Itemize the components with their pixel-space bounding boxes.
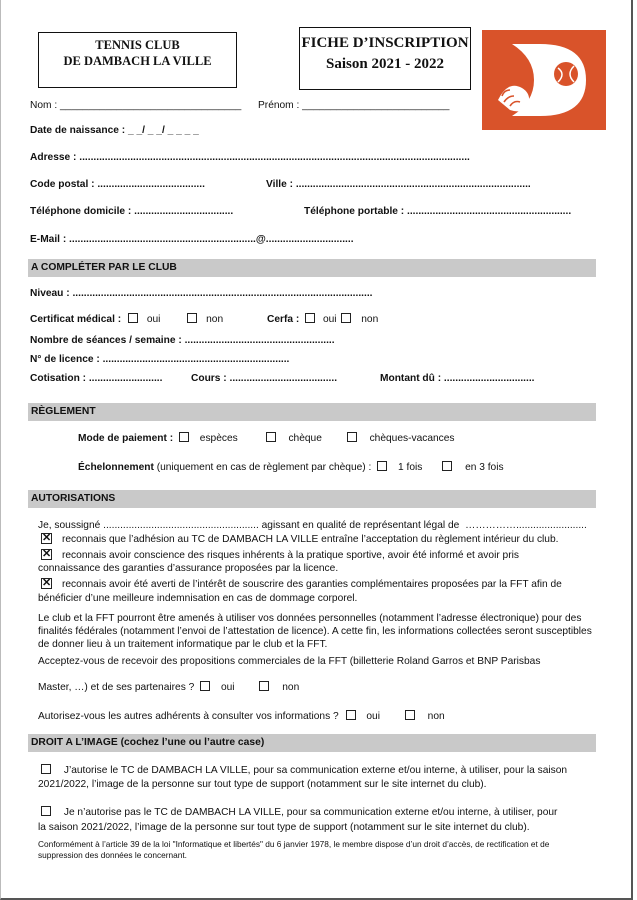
checked-box-icon[interactable]: ✕	[42, 532, 52, 544]
authorizations-section-header: AUTORISATIONS	[28, 490, 596, 508]
image-authorize-line1: J’autorise le TC de DAMBACH LA VILLE, pour sa communication externe et/ou interne, à utiliser, pour la saison	[63, 765, 568, 776]
prenom-field[interactable]: Prénom : __________________________	[258, 100, 450, 111]
medical-oui-checkbox[interactable]	[128, 313, 138, 323]
level-field[interactable]: Niveau : ..........................................................................................................	[30, 288, 373, 299]
signatory-text: Je, soussigné ....................................................... agissant en qualité de représentant légal de	[38, 520, 460, 531]
image-authorize-checkbox[interactable]	[41, 764, 51, 774]
cheque-label: chèque	[288, 433, 322, 444]
checked-box-icon[interactable]: ✕	[42, 577, 52, 589]
cerfa-row	[267, 313, 378, 325]
postal-code-field[interactable]: Code postal : ......................................	[30, 179, 205, 190]
consent-insurance-line2: bénéficier d’une meilleure indemnisation en cas de dommage corporel.	[38, 593, 358, 604]
commercial-non-label: non	[282, 682, 300, 693]
city-field[interactable]: Ville : ...................................................................................	[266, 179, 531, 190]
club-name-line2: DE DAMBACH LA VILLE	[63, 54, 212, 68]
amount-due-field[interactable]: Montant dû : ................................	[380, 373, 535, 384]
image-authorize-row	[41, 764, 567, 776]
commercial-question-row	[38, 681, 299, 693]
legal-notice: Conformément à l’article 39 de la loi "Informatique et libertés" du 6 janvier 1978, le membre dispose d’un droit d’accès, de rectification et de suppression des données le concernant.	[38, 839, 550, 860]
club-section-header: A COMPLÉTER PAR LE CLUB	[28, 259, 596, 277]
three-times-label: en 3 fois	[465, 462, 504, 473]
mobile-phone-field[interactable]: Téléphone portable : ..........................................................	[304, 206, 572, 217]
club-name-box	[38, 32, 237, 88]
members-question-label: Autorisez-vous les autres adhérents à consulter vos informations ?	[38, 711, 339, 722]
club-name-line1: TENNIS CLUB	[95, 38, 180, 52]
cerfa-oui-checkbox[interactable]	[305, 313, 315, 323]
image-authorize-line2: 2021/2022, l’image de la personne sur tout type de support (notamment sur le site internet du club).	[38, 779, 487, 790]
tennis-club-logo-icon	[482, 30, 606, 130]
title-box	[299, 27, 471, 90]
consent-risks-line1: reconnais avoir conscience des risques inhérents à la pratique sportive, avoir été informé et avoir pris	[62, 550, 519, 561]
especes-checkbox[interactable]	[179, 432, 189, 442]
cerfa-non-checkbox[interactable]	[341, 313, 351, 323]
cheques-vacances-checkbox[interactable]	[347, 432, 357, 442]
address-field[interactable]: Adresse : ..........................................................................................................................................	[30, 152, 470, 163]
medical-oui-label: oui	[146, 314, 161, 325]
commercial-oui-checkbox[interactable]	[200, 681, 210, 691]
cheques-vacances-label: chèques-vacances	[369, 433, 455, 444]
medical-non-label: non	[206, 314, 224, 325]
image-refuse-row	[41, 806, 557, 818]
medical-certificate-label: Certificat médical :	[30, 314, 122, 325]
members-oui-checkbox[interactable]	[346, 710, 356, 720]
cerfa-non-label: non	[361, 314, 379, 325]
nom-field[interactable]: Nom : ________________________________	[30, 100, 242, 111]
commercial-question-line2: Master, …) et de ses partenaires ?	[38, 682, 195, 693]
members-question-row	[38, 710, 445, 722]
sessions-field[interactable]: Nombre de séances / semaine : .....................................................	[30, 335, 335, 346]
medical-certificate-row	[30, 313, 223, 325]
image-refuse-checkbox[interactable]	[41, 806, 51, 816]
installment-label: Échelonnement	[78, 462, 154, 473]
consent-risks-line2: connaissance des garanties d’assurance proposées par la licence.	[38, 563, 339, 574]
image-refuse-line1: Je n’autorise pas le TC de DAMBACH LA VILLE, pour sa communication externe et/ou interne, à utiliser, pour	[63, 807, 558, 818]
commercial-non-checkbox[interactable]	[259, 681, 269, 691]
consent-insurance-line1: reconnais avoir été averti de l’intérêt de souscrire des garanties complémentaires proposées par la FFT afin de	[62, 579, 562, 590]
cerfa-oui-label: oui	[322, 314, 337, 325]
birthdate-field[interactable]: Date de naissance : _ _/ _ _/ _ _ _ _	[30, 125, 199, 136]
checked-box-icon[interactable]: ✕	[42, 548, 52, 560]
members-non-label: non	[427, 711, 445, 722]
signatory-dots: …………….........................	[465, 520, 587, 531]
members-oui-label: oui	[366, 711, 380, 722]
especes-label: espèces	[199, 433, 238, 444]
consent-rules: reconnais que l’adhésion au TC de DAMBACH LA VILLE entraîne l’acceptation du règlement intérieur du club.	[62, 534, 559, 545]
cheque-checkbox[interactable]	[266, 432, 276, 442]
cours-field[interactable]: Cours : ......................................	[191, 373, 338, 384]
cerfa-label: Cerfa :	[267, 314, 300, 325]
installment-note: (uniquement en cas de règlement par chèque) :	[153, 462, 372, 473]
members-non-checkbox[interactable]	[405, 710, 415, 720]
image-refuse-line2: la saison 2021/2022, l’image de la personne sur tout type de support (notamment sur le site internet du club).	[38, 822, 530, 833]
three-times-checkbox[interactable]	[442, 461, 452, 471]
installment-row	[78, 461, 504, 473]
medical-non-checkbox[interactable]	[187, 313, 197, 323]
email-field[interactable]: E-Mail : ..................................................................@...............................	[30, 234, 354, 245]
payment-mode-label: Mode de paiement :	[78, 433, 174, 444]
image-rights-section-header: DROIT A L’IMAGE (cochez l’une ou l’autre case)	[28, 734, 596, 752]
signatory-line[interactable]	[38, 520, 587, 531]
one-time-label: 1 fois	[398, 462, 423, 473]
payment-section-header: RÈGLEMENT	[28, 403, 596, 421]
one-time-checkbox[interactable]	[377, 461, 387, 471]
cotisation-field[interactable]: Cotisation : ..........................	[30, 373, 163, 384]
season-title: Saison 2021 - 2022	[326, 56, 444, 72]
payment-mode-row	[78, 432, 455, 444]
commercial-oui-label: oui	[220, 682, 235, 693]
data-usage-paragraph: Le club et la FFT pourront être amenés à utiliser vos données personnelles (notamment l’adresse électronique) pour des finalités fédérales (notamment l’envoi de l’attestation de licence). A cette fin, les informations collectées seront susceptibles de donner lieu à un traitement informatique par le club et la FFT.	[38, 613, 592, 650]
licence-field[interactable]: N° de licence : ..................................................................	[30, 354, 290, 365]
form-title: FICHE D’INSCRIPTION	[301, 35, 469, 51]
commercial-question-line1: Acceptez-vous de recevoir des propositions commerciales de la FFT (billetterie Roland Garros et BNP Parisbas	[38, 656, 541, 667]
home-phone-field[interactable]: Téléphone domicile : ...................................	[30, 206, 234, 217]
